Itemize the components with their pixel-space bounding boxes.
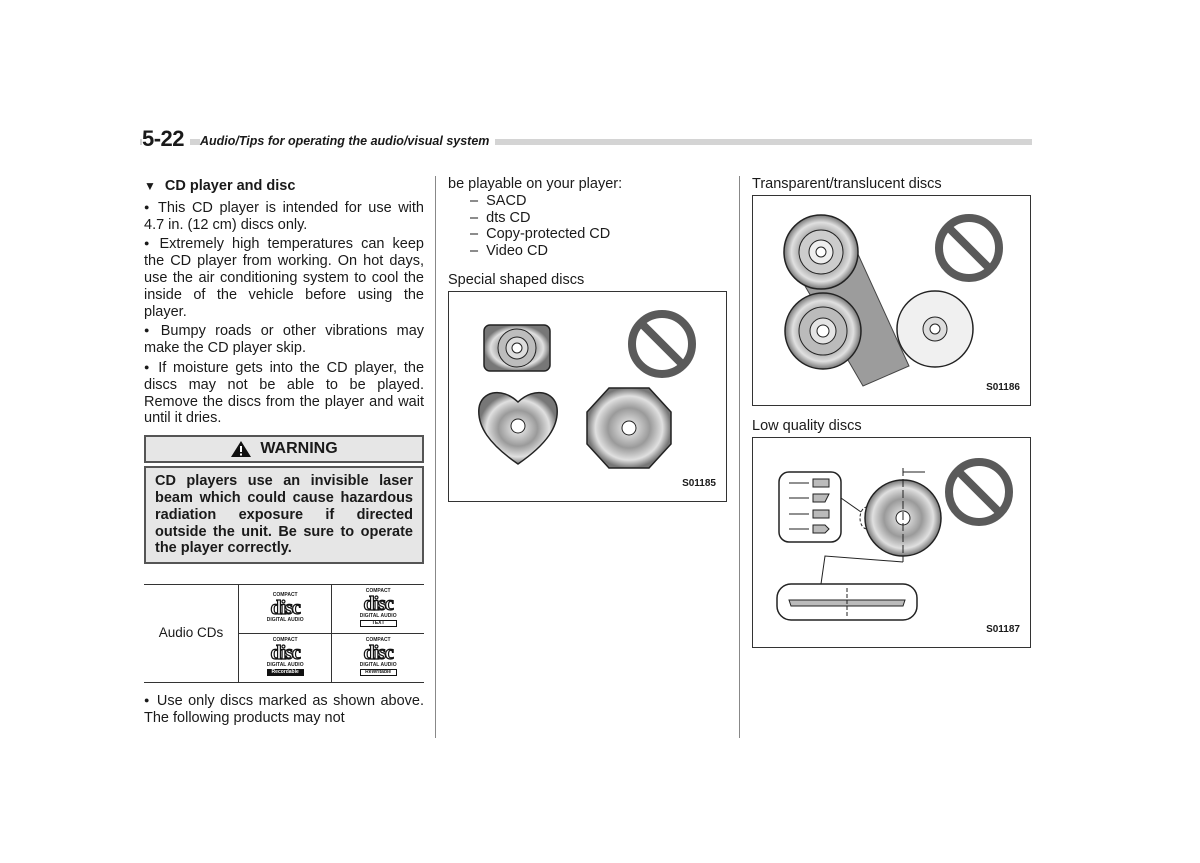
translucent-discs-illustration [753,196,1030,405]
special-shaped-discs-figure [448,291,727,502]
column-middle [448,176,728,502]
figure-code: S01187 [986,623,1020,635]
figure-code: S01186 [986,382,1020,393]
list-item: – dts CD [470,209,531,226]
column-right [752,176,1032,648]
low-quality-discs-figure [752,437,1031,648]
special-shaped-discs-illustration [449,292,726,501]
list-item: ● Bumpy roads or other vibrations may make the CD player skip. [144,323,425,357]
translucent-discs-figure [752,195,1031,406]
bullet-icon: ● [144,325,155,336]
low-quality-discs-illustration [753,438,1030,647]
bullet-icon: ● [144,201,152,212]
bullet-icon: ● [144,361,153,372]
heart-shaped-disc-icon [479,392,557,463]
section-subheading [144,178,424,195]
disc-icon [784,215,858,289]
page-number: 5-22 [142,126,190,152]
card-shaped-disc-icon [484,325,550,371]
compact-disc-recordable-logo-icon: COMPACT disc DIGITAL AUDIO Recordable [266,637,304,676]
figure-caption: Transparent/translucent discs [752,176,942,192]
figure-caption: Low quality discs [752,417,862,434]
list-item: – Video CD [470,243,548,260]
section-title: Audio/Tips for operating the audio/visual system [200,134,495,148]
table-row-label: Audio CDs [144,585,239,683]
clear-disc-icon [897,291,973,367]
list-item: – SACD [470,192,527,209]
compact-disc-rewritable-logo-icon: COMPACT disc DIGITAL AUDIO ReWritable [359,637,397,676]
continued-text: be playable on your player: [448,176,623,192]
list-item: ● Use only discs marked as shown above. The following products may not [144,693,424,726]
polygon-shaped-disc-icon [587,388,671,468]
column-divider [435,176,436,738]
compact-disc-logo-icon: COMPACT disc DIGITAL AUDIO [266,591,304,623]
disc-logo-table [144,584,424,683]
disc-icon [785,293,861,369]
bullet-icon: ● [144,238,154,249]
prohibited-sign-icon [939,218,999,278]
subheading-text: CD player and disc [164,178,296,194]
bullet-icon: ● [144,695,151,706]
cd-logo-cell [239,585,332,634]
prohibited-sign-icon [632,314,692,374]
cd-logo-cell [332,634,424,683]
compact-disc-text-logo-icon: COMPACT disc DIGITAL AUDIO TEXT [359,588,397,627]
list-item: ● If moisture gets into the CD player, the discs may not be able to be played. Remove the discs from the player and wait until it dries. [144,359,425,427]
prohibited-sign-icon [949,462,1009,522]
list-item: – Copy-protected CD [470,226,611,243]
warning-text: CD players use an invisible laser beam which could cause hazardous radiation exposure if directed outside the unit. Be sure to operate the player correctly. [144,466,424,564]
warning-title: WARNING [260,439,338,457]
column-left [144,176,424,729]
column-divider [739,176,740,738]
cd-logo-cell [239,634,332,683]
warning-triangle-icon [230,440,252,458]
list-item: ● This CD player is intended for use with 4.7 in. (12 cm) discs only. [144,199,424,233]
figure-code: S01185 [682,477,716,489]
cd-logo-cell [332,585,424,634]
warning-header [144,435,424,463]
figure-caption: Special shaped discs [448,271,585,288]
list-item: ● Extremely high temperatures can keep the CD player from working. On hot days, use the air conditioning system to cool the inside of the vehicle before using the player. [144,236,424,320]
triangle-marker-icon: ▼ [144,179,156,193]
